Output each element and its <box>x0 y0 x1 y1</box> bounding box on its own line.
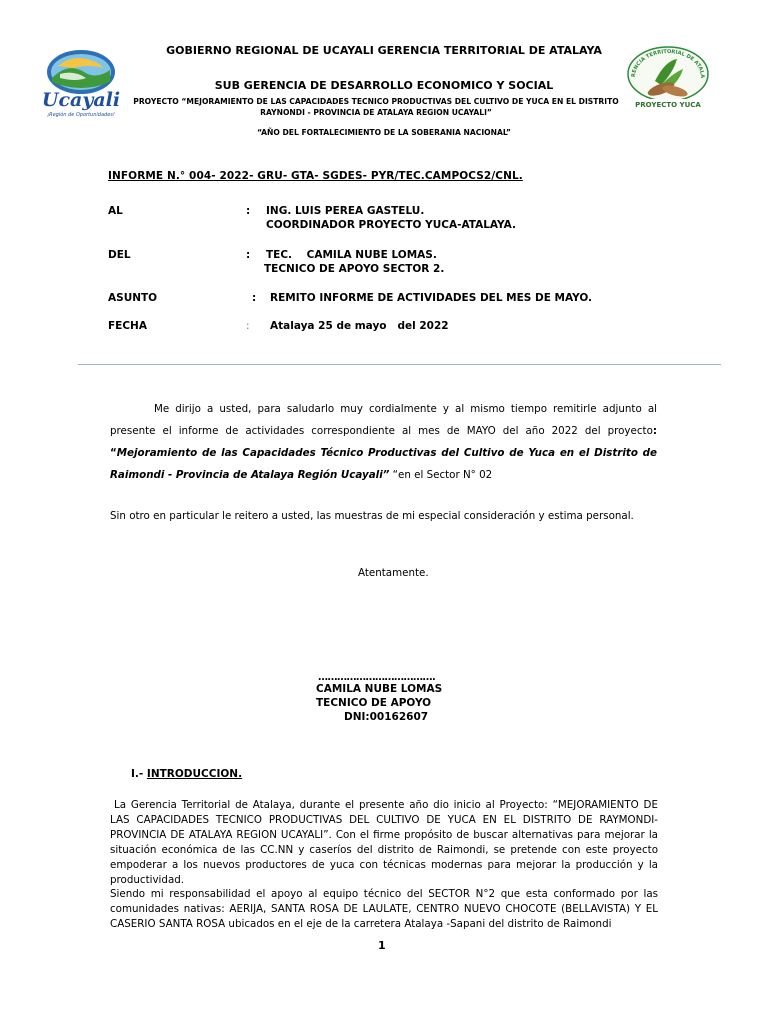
section-title: INTRODUCCION. <box>146 768 243 780</box>
page-number: 1 <box>378 939 386 952</box>
para1-sector: “en el Sector N° 02 <box>389 469 493 481</box>
header-year-motto: “AÑO DEL FORTALECIMIENTO DE LA SOBERANIA NACIONAL” <box>257 128 511 137</box>
fecha-value: Atalaya 25 de mayo del 2022 <box>270 320 449 332</box>
header-project-line-b: RAYNONDI - PROVINCIA DE ATALAYA REGION UCAYALI” <box>260 108 492 117</box>
fecha-colon: : <box>246 320 250 332</box>
para1-colon: : “ <box>110 425 657 459</box>
al-colon: : <box>246 205 251 217</box>
al-name: ING. LUIS PEREA GASTELU. <box>266 205 425 217</box>
al-label: AL <box>108 205 123 217</box>
body-paragraph-2: Sin otro en particular le reitero a usted, las muestras de mi especial consideración y estima personal. <box>110 510 634 522</box>
asunto-label: ASUNTO <box>108 292 158 304</box>
signature-dni: DNI:00162607 <box>344 711 429 723</box>
para1-text: Me dirijo a usted, para saludarlo muy cordialmente y al mismo tiempo remitirle adjunto al presente el informe de actividades correspondiente al mes de MAYO del año 2022 del proyecto <box>110 403 657 437</box>
fecha-label: FECHA <box>108 320 147 332</box>
section-heading <box>131 768 242 780</box>
intro-paragraph-1: La Gerencia Territorial de Atalaya, durante el presente año dio inicio al Proyecto: “MEJORAMIENTO DE LAS CAPACIDADES TECNICO PRODUCTIVAS DEL CULTIVO DE YUCA EN EL DISTRITO DE RAYMONDI-PROVINCIA DE ATALAYA REGION UCAYALI”. Con el firme propósito de buscar alternativas para mejorar la situación económica de las CC.NN y caseríos del distrito de Raimondi, se pretende con este proyecto empoderar a los nuevos productores de yuca con técnicas modernas para mejorar la producción y la productividad. <box>110 799 658 886</box>
section-number: I.- <box>131 768 147 780</box>
logo-left-word: Ucayali <box>41 89 121 111</box>
del-label: DEL <box>108 249 131 261</box>
logo-right-label: PROYECTO YUCA <box>635 101 701 109</box>
al-position: COORDINADOR PROYECTO YUCA-ATALAYA. <box>266 219 516 231</box>
body-paragraph-1 <box>110 398 657 486</box>
logo-left-tagline: ¡Región de Oportunidades! <box>47 112 115 118</box>
signature-role: TECNICO DE APOYO <box>316 697 432 709</box>
ucayali-logo <box>38 48 124 120</box>
signature-line: ………………………………. <box>318 672 436 683</box>
informe-reference: INFORME N.° 004- 2022- GRU- GTA- SGDES- PYR/TEC.CAMPOCS2/CNL. <box>108 170 523 182</box>
logo-right-arc-text: RENCIA TERRITORIAL DE ATALA <box>630 48 706 78</box>
header-line-2: SUB GERENCIA DE DESARROLLO ECONOMICO Y SOCIAL <box>214 79 554 92</box>
intro-paragraph-2: Siendo mi responsabilidad el apoyo al equipo técnico del SECTOR N°2 que esta conformado por las comunidades nativas: AERIJA, SANTA ROSA DE LAULATE, CENTRO NUEVO CHOCOTE (BELLAVISTA) Y EL CASERIO SANTA ROSA ubicados en el eje de la carretera Atalaya -Sapani del distrito de Raimondi <box>110 888 658 931</box>
del-position: TECNICO DE APOYO SECTOR 2. <box>264 263 445 275</box>
closing-text: Atentamente. <box>358 567 429 579</box>
header-project-line-a: PROYECTO “MEJORAMIENTO DE LAS CAPACIDADES TECNICO PRODUCTIVAS DEL CULTIVO DE YUCA EN EL DISTRITO <box>133 97 619 106</box>
header-line-1: GOBIERNO REGIONAL DE UCAYALI GERENCIA TERRITORIAL DE ATALAYA <box>166 44 602 57</box>
separator-line <box>78 364 721 365</box>
proyecto-yuca-logo <box>621 43 715 113</box>
project-name: Mejoramiento de las Capacidades Técnico Productivas del Cultivo de Yuca en el Distrito de Raimondi - Provincia de Atalaya Región Ucayali” <box>110 447 657 481</box>
del-name: TEC. CAMILA NUBE LOMAS. <box>266 249 437 261</box>
asunto-colon: : <box>252 292 257 304</box>
intro-text <box>110 798 658 932</box>
asunto-value: REMITO INFORME DE ACTIVIDADES DEL MES DE MAYO. <box>270 292 593 304</box>
signature-name: CAMILA NUBE LOMAS <box>316 683 443 695</box>
header-project-title <box>128 96 624 118</box>
del-colon: : <box>246 249 251 261</box>
